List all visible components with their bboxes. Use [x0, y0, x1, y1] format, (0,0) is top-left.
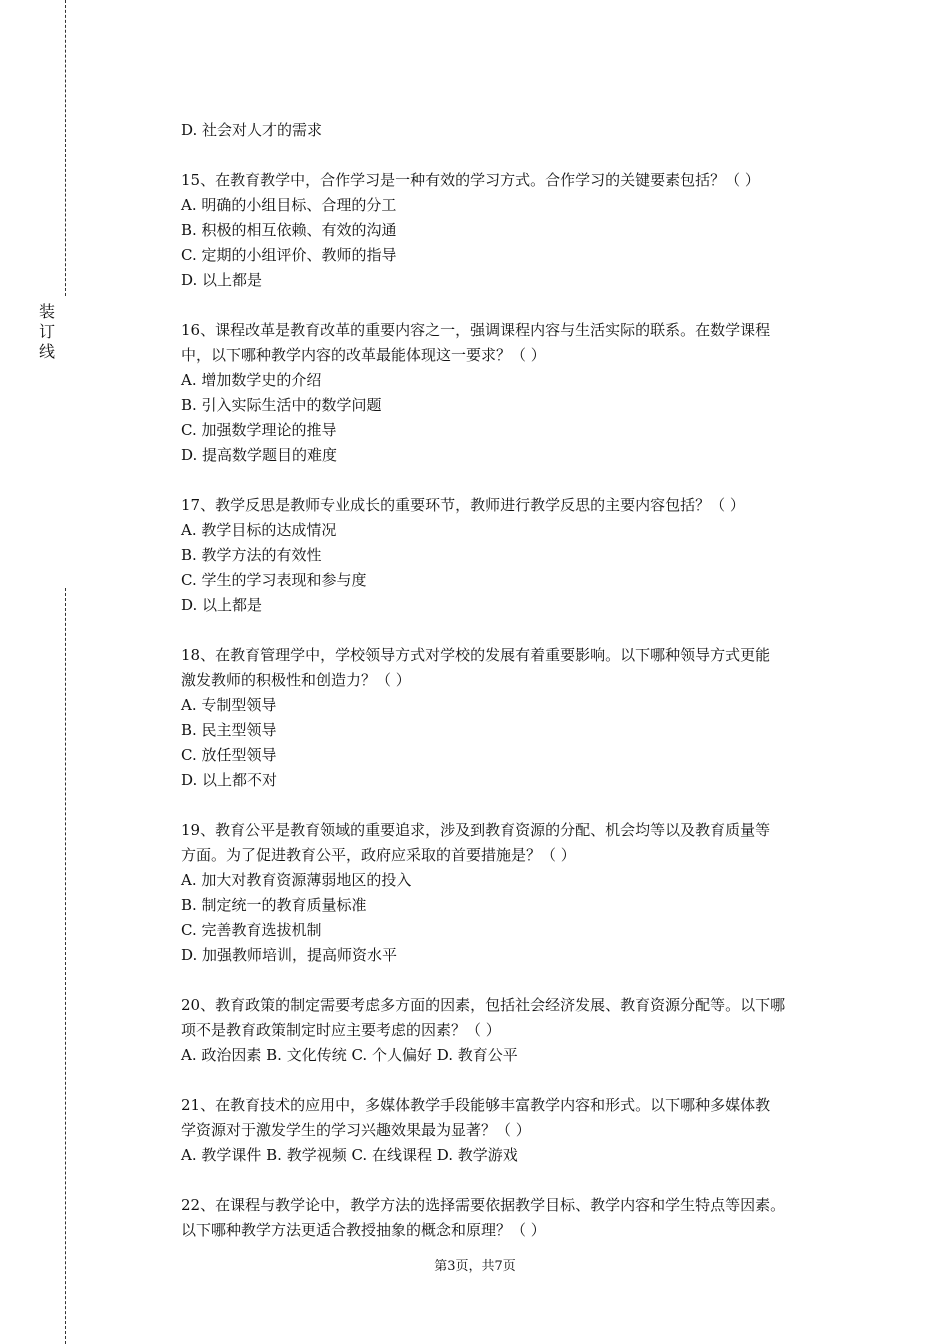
question-list: [181, 118, 841, 1243]
question-spacer: [181, 468, 841, 493]
question-block: [181, 1093, 841, 1168]
question-stem-line: 方面。为了促进教育公平，政府应采取的首要措施是？（ ）: [181, 846, 576, 864]
answer-option: D. 以上都是: [181, 596, 263, 614]
answer-option: B. 民主型领导: [181, 721, 277, 739]
question-stem-line: 17、教学反思是教师专业成长的重要环节，教师进行教学反思的主要内容包括？（ ）: [181, 496, 745, 514]
question-block: [181, 993, 841, 1068]
binding-label-char: 装: [38, 302, 55, 321]
binding-label-char: 订: [38, 322, 55, 341]
question-block: [181, 818, 841, 968]
question-block: [181, 493, 841, 618]
binding-line-label: [38, 302, 56, 362]
question-spacer: [181, 968, 841, 993]
answer-option: D. 加强教师培训，提高师资水平: [181, 946, 398, 964]
answer-option: A. 专制型领导: [181, 696, 277, 714]
answer-option: B. 制定统一的教育质量标准: [181, 896, 367, 914]
answer-option: B. 积极的相互依赖、有效的沟通: [181, 221, 397, 239]
question-spacer: [181, 293, 841, 318]
question-stem-line: 20、教育政策的制定需要考虑多方面的因素，包括社会经济发展、教育资源分配等。以下哪: [181, 996, 786, 1014]
question-spacer: [181, 1168, 841, 1193]
answer-option: C. 放任型领导: [181, 746, 277, 764]
question-spacer: [181, 143, 841, 168]
answer-option: C. 完善教育选拔机制: [181, 921, 322, 939]
question-block: [181, 643, 841, 793]
question-spacer: [181, 618, 841, 643]
answer-option: A. 增加数学史的介绍: [181, 371, 322, 389]
question-spacer: [181, 1068, 841, 1093]
question-spacer: [181, 793, 841, 818]
answer-option: D. 提高数学题目的难度: [181, 446, 338, 464]
question-stem-line: 15、在教育教学中，合作学习是一种有效的学习方式。合作学习的关键要素包括？（ ）: [181, 171, 760, 189]
answer-option: D. 社会对人才的需求: [181, 121, 323, 139]
question-stem-line: 项不是教育政策制定时应主要考虑的因素？（ ）: [181, 1021, 501, 1039]
question-block: [181, 168, 841, 293]
question-stem-line: 21、在教育技术的应用中，多媒体教学手段能够丰富教学内容和形式。以下哪种多媒体教: [181, 1096, 771, 1114]
binding-dashed-line-bottom: [65, 588, 66, 1344]
answer-option: A. 教学目标的达成情况: [181, 521, 337, 539]
question-stem-line: 激发教师的积极性和创造力？（ ）: [181, 671, 411, 689]
question-stem-line: 18、在教育管理学中，学校领导方式对学校的发展有着重要影响。以下哪种领导方式更能: [181, 646, 771, 664]
answer-option: A. 政治因素 B. 文化传统 C. 个人偏好 D. 教育公平: [181, 1046, 518, 1064]
answer-option: A. 教学课件 B. 教学视频 C. 在线课程 D. 教学游戏: [181, 1146, 518, 1164]
question-stem-line: 以下哪种教学方法更适合教授抽象的概念和原理？（ ）: [181, 1221, 546, 1239]
answer-option: B. 教学方法的有效性: [181, 546, 322, 564]
question-stem-line: 学资源对于激发学生的学习兴趣效果最为显著？（ ）: [181, 1121, 531, 1139]
question-block: [181, 118, 841, 143]
answer-option: D. 以上都不对: [181, 771, 278, 789]
question-stem-line: 16、课程改革是教育改革的重要内容之一，强调课程内容与生活实际的联系。在数学课程: [181, 321, 771, 339]
answer-option: B. 引入实际生活中的数学问题: [181, 396, 382, 414]
answer-option: C. 学生的学习表现和参与度: [181, 571, 367, 589]
question-stem-line: 22、在课程与教学论中，教学方法的选择需要依据教学目标、教学内容和学生特点等因素。: [181, 1196, 786, 1214]
answer-option: A. 明确的小组目标、合理的分工: [181, 196, 397, 214]
question-stem-line: 19、教育公平是教育领域的重要追求，涉及到教育资源的分配、机会均等以及教育质量等: [181, 821, 771, 839]
binding-dashed-line-top: [65, 0, 66, 296]
answer-option: C. 定期的小组评价、教师的指导: [181, 246, 397, 264]
binding-label-char: 线: [38, 342, 55, 361]
answer-option: A. 加大对教育资源薄弱地区的投入: [181, 871, 412, 889]
question-block: [181, 1193, 841, 1243]
answer-option: D. 以上都是: [181, 271, 263, 289]
question-block: [181, 318, 841, 468]
page-footer: 第3页，共7页: [434, 1259, 516, 1274]
answer-option: C. 加强数学理论的推导: [181, 421, 337, 439]
question-stem-line: 中，以下哪种教学内容的改革最能体现这一要求？（ ）: [181, 346, 546, 364]
